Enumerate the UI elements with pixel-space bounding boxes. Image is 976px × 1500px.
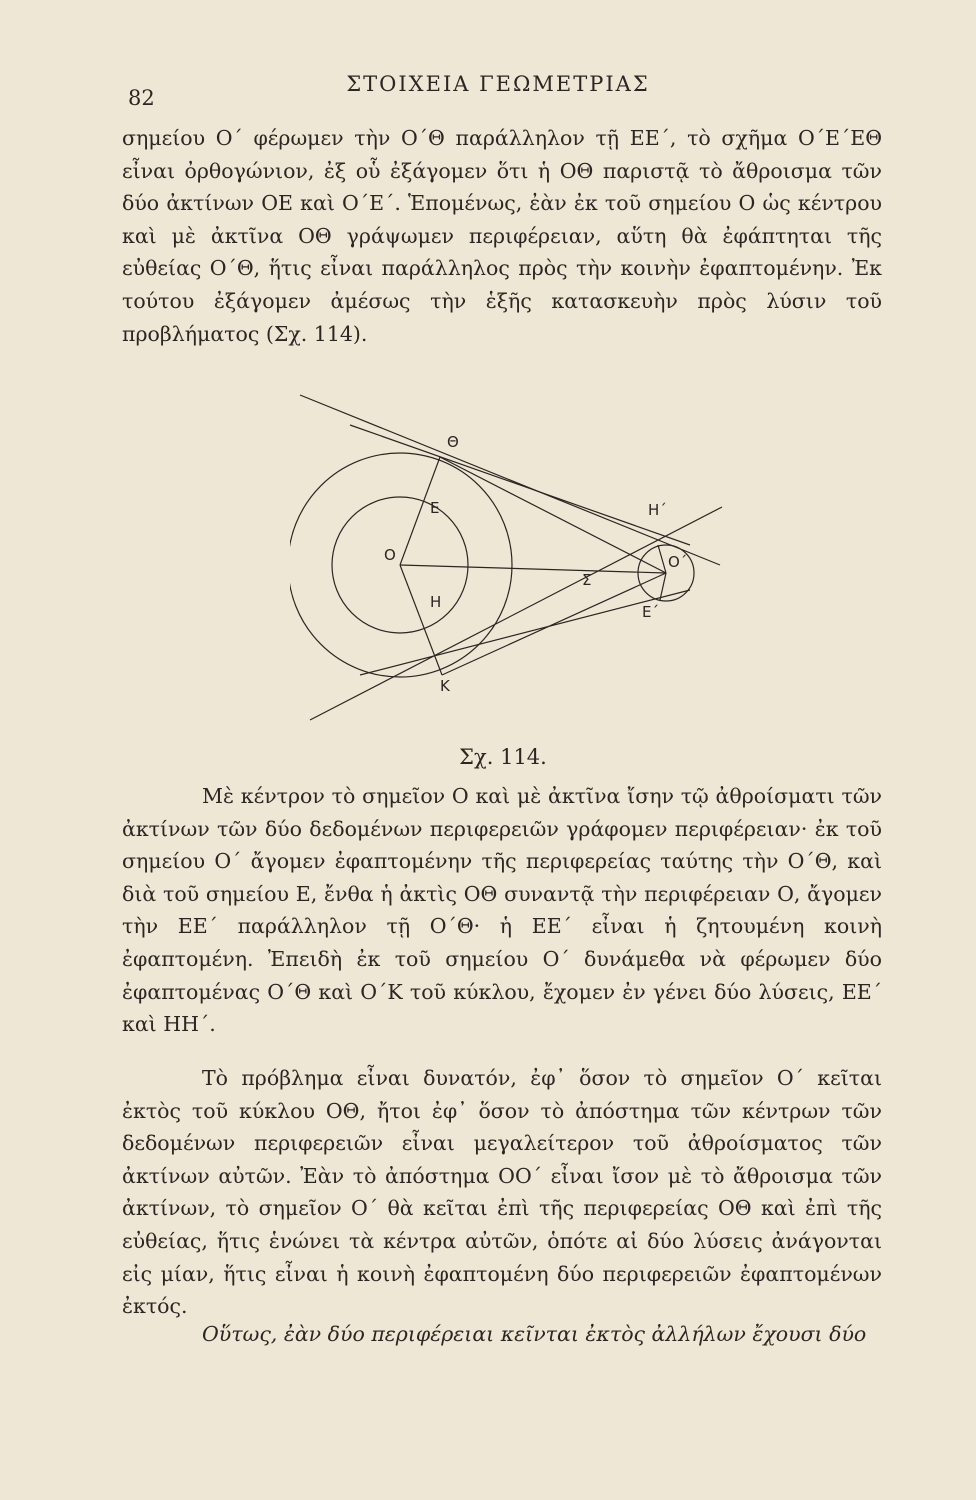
paragraph-1: σημείου Ο΄ φέρωμεν τὴν Ο΄Θ παράλληλον τῇ ΕΕ΄, τὸ σχῆμα Ο΄Ε΄ΕΘ εἶναι ὀρθογώνιον, ἐξ οὗ ἐξάγομεν ὅτι ἡ ΟΘ παριστᾷ τὸ ἄθροισμα τῶν δύο ἀκτίνων ΟΕ καὶ Ο΄Ε΄. Ἑπομένως, ἐὰν ἐκ τοῦ σημείου Ο ὡς κέντρου καὶ μὲ ἀκτῖνα ΟΘ γράψωμεν περιφέρειαν, αὕτη θὰ ἐφάπτηται τῆς εὐθείας Ο΄Θ, ἥτις εἶναι παράλληλος πρὸς τὴν κοινὴν ἐφαπτομένην. Ἐκ τούτου ἐξάγομεν ἀμέσως τὴν ἑξῆς κατασκευὴν πρὸς λύσιν τοῦ προβλήματος (Σχ. 114). bbox=[122, 126, 882, 346]
running-title: ΣΤΟΙΧΕΙΑ ΓΕΩΜΕΤΡΙΑΣ bbox=[346, 72, 650, 96]
tangent-line-upper bbox=[300, 395, 720, 565]
label-o-prime: Ο΄ bbox=[668, 553, 688, 571]
line-o-prime-theta bbox=[440, 457, 666, 573]
radius-o-k bbox=[400, 565, 442, 675]
label-k: Κ bbox=[440, 677, 450, 695]
tangent-line-lower bbox=[310, 507, 722, 720]
line-o-prime-k bbox=[442, 573, 666, 675]
page-number: 82 bbox=[128, 86, 155, 110]
label-sigma: Σ bbox=[582, 571, 592, 589]
label-e: Ε bbox=[430, 499, 440, 517]
center-line bbox=[400, 565, 666, 573]
radius-o-prime-e bbox=[658, 545, 666, 573]
figure-caption: Σχ. 114. bbox=[459, 745, 547, 769]
tangent-line-ee bbox=[350, 425, 690, 545]
paragraph-3: Τὸ πρόβλημα εἶναι δυνατόν, ἐφ᾽ ὅσον τὸ σημεῖον Ο΄ κεῖται ἐκτὸς τοῦ κύκλου ΟΘ, ἤτοι ἐφ᾽ ὅσον τὸ ἀπόστημα τῶν κέντρων τῶν δεδομένων περιφερειῶν εἶναι μεγαλείτερον τοῦ ἀθροίσματος τῶν ἀκτίνων αὐτῶν. Ἐὰν τὸ ἀπόστημα ΟΟ΄ εἶναι ἴσον μὲ τὸ ἄθροισμα τῶν ἀκτίνων, τὸ σημεῖον Ο΄ θὰ κεῖται ἐπὶ τῆς περιφερείας ΟΘ καὶ ἐπὶ τῆς εὐθείας, ἥτις ἑνώνει τὰ κέντρα αὐτῶν, ὁπότε αἱ δύο λύσεις ἀνάγονται εἰς μίαν, ἥτις εἶναι ἡ κοινὴ ἐφαπτομένη δύο περιφερειῶν ἐφαπτομένων ἐκτός. bbox=[122, 1066, 882, 1319]
paragraph-2: Μὲ κέντρον τὸ σημεῖον Ο καὶ μὲ ἀκτῖνα ἴσην τῷ ἀθροίσματι τῶν ἀκτίνων τῶν δύο δεδομένων περιφερειῶν γράφομεν περιφέρειαν· ἐκ τοῦ σημείου Ο΄ ἄγομεν ἐφαπτομένην τῆς περιφερείας ταύτης τὴν Ο΄Θ, καὶ διὰ τοῦ σημείου Ε, ἔνθα ἡ ἀκτὶς ΟΘ συναντᾷ τὴν περιφέρειαν Ο, ἄγομεν τὴν ΕΕ΄ παράλληλον τῇ Ο΄Θ· ἡ ΕΕ΄ εἶναι ἡ ζητουμένη κοινὴ ἐφαπτομένη. Ἐπειδὴ ἐκ τοῦ σημείου Ο΄ δυνάμεθα νὰ φέρωμεν δύο ἐφαπτομένας Ο΄Θ καὶ Ο΄Κ τοῦ κύκλου, ἔχομεν ἐν γένει δύο λύσεις, ΕΕ΄ καὶ ΗΗ΄. bbox=[122, 784, 882, 1037]
label-e-prime: Ε΄ bbox=[642, 603, 659, 621]
label-o: Ο bbox=[384, 546, 396, 564]
label-theta: Θ bbox=[447, 433, 459, 451]
paragraph-4: Οὕτως, ἐὰν δύο περιφέρειαι κεῖνται ἐκτὸς ἀλλήλων ἔχουσι δύο bbox=[202, 1322, 867, 1346]
label-h-prime: Η΄ bbox=[648, 501, 667, 519]
figure-114 bbox=[290, 385, 740, 745]
label-h: Η bbox=[430, 593, 442, 611]
